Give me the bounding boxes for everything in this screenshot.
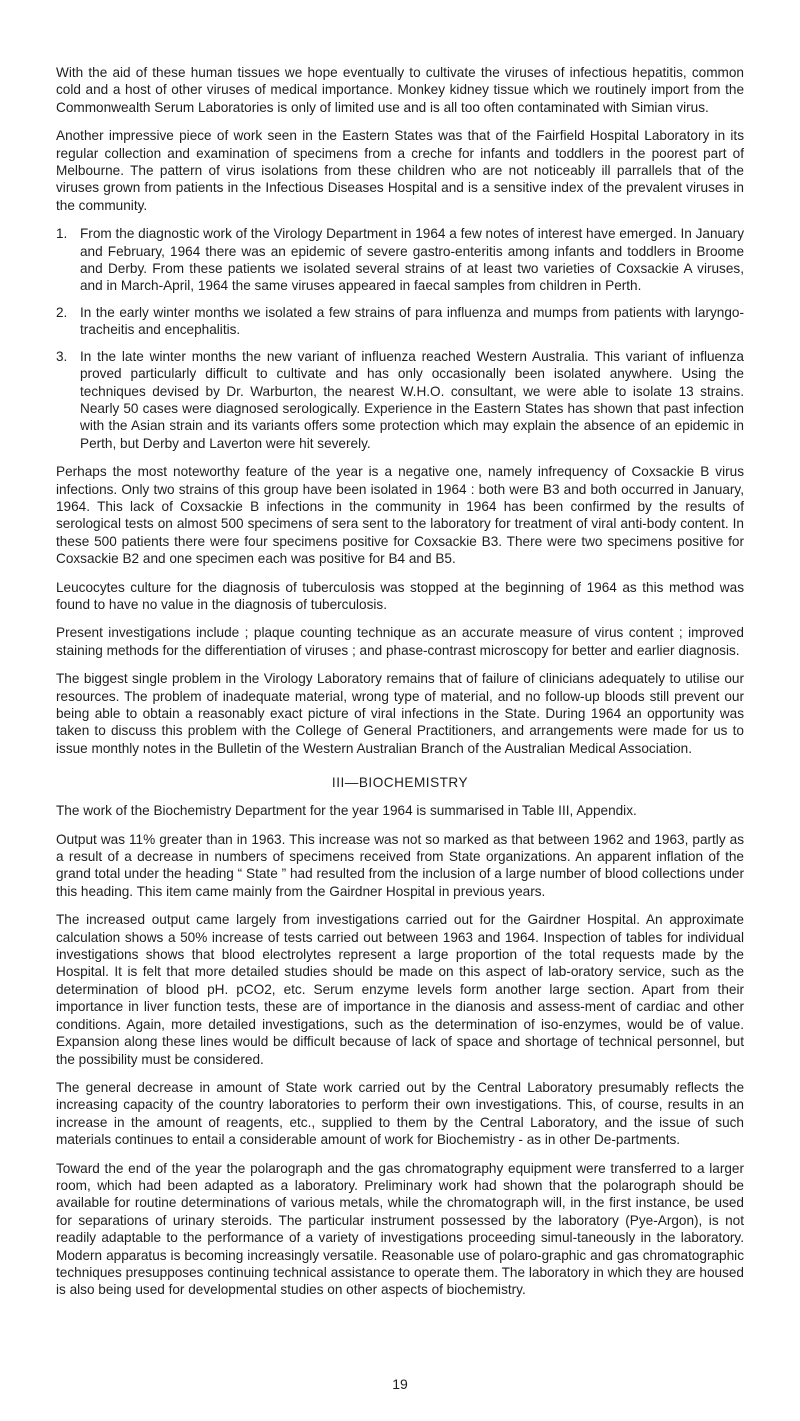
virology-notes-list [56,225,744,452]
paragraph-biochemistry-summary: The work of the Biochemistry Department for the year 1964 is summarised in Table III, Appendix. [56,803,637,819]
list-item-text: From the diagnostic work of the Virology Department in 1964 a few notes of interest have emerged. In January and February, 1964 there was an epidemic of severe gastro-enteritis among infants and toddlers in Broome and Derby. From these patients we isolated several strains of at least two varieties of Coxsackie A viruses, and in March-April, 1964 the same viruses appeared in faecal samples from children in Perth. [80,226,744,294]
paragraph-fairfield-laboratory: Another impressive piece of work seen in the Eastern States was that of the Fairfield Hospital Laboratory in its regular collection and examination of specimens from a creche for infants and toddlers in the poorest part of Melbourne. The pattern of virus isolations from these children who are not noticeably ill parrallels that of the viruses grown from patients in the Infectious Diseases Hospital and is a sensitive index of the prevalent viruses in the community. [56,128,744,213]
section-heading-biochemistry: III—BIOCHEMISTRY [331,775,469,791]
list-item-text: In the late winter months the new variant of influenza reached Western Australia. This variant of influenza proved particularly difficult to cultivate and has only occasionally been isolated anywhere. Using the techniques devised by Dr. Warburton, the nearest W.H.O. consultant, we were able to isolate 13 strains. Nearly 50 cases were diagnosed serologically. Experience in the Eastern States has shown that past infection with the Asian strain and its variants offers some protection which may explain the absence of an epidemic in Perth, but Derby and Laverton were hit severely. [80,348,744,451]
list-item-number: 2. [56,304,68,320]
list-item-number: 3. [56,348,68,364]
list-item [56,348,744,452]
paragraph-virology-problem: The biggest single problem in the Virology Laboratory remains that of failure of clinicians adequately to utilise our resources. The problem of inadequate material, wrong type of material, and no follow-up bloods still prevent our being able to obtain a reasonably exact picture of viral infections in the State. During 1964 an opportunity was taken to discuss this problem with the College of General Practitioners, and arrangements were made for us to issue monthly notes in the Bulletin of the Western Australian Branch of the Australian Medical Association. [56,671,744,756]
paragraph-output: Output was 11% greater than in 1963. This increase was not so marked as that between 1962 and 1963, partly as a result of a decrease in numbers of specimens received from State organizations. An apparent inflation of the grand total under the heading “ State ” had resulted from the inclusion of a large number of blood collections under this heading. This item came mainly from the Gairdner Hospital in previous years. [56,831,744,899]
page-number: 19 [392,1376,408,1392]
paragraph-present-investigations: Present investigations include ; plaque counting technique as an accurate measure of virus content ; improved staining methods for the differentiation of viruses ; and phase-contrast microscopy for better and earlier diagnosis. [56,625,744,658]
paragraph-polarograph: Toward the end of the year the polarograph and the gas chromatography equipment were transferred to a larger room, which had been adapted as a laboratory. Preliminary work had shown that the polarograph should be available for routine determinations of various metals, while the chromatograph will, in the first instance, be used for separations of urinary steroids. The particular instrument possessed by the laboratory (Pye-Argon), is not readily adaptable to the performance of a variety of investigations proceeding simul-taneously in the laboratory. Modern apparatus is becoming increasingly versatile. Reasonable use of polaro-graphic and gas chromatographic techniques presupposes continuing technical assistance to operate them. The laboratory in which they are housed is also being used for developmental studies on other aspects of biochemistry. [56,1160,744,1298]
paragraph-increased-output: The increased output came largely from investigations carried out for the Gairdner Hospital. An approximate calculation shows a 50% increase of tests carried out between 1963 and 1964. Inspection of tables for individual investigations shows that blood electrolytes represent a large proportion of the total requests made by the Hospital. It is felt that more detailed studies should be made on this aspect of lab-oratory service, such as the determination of blood pH. pCO2, etc. Serum enzyme levels form another large section. Apart from their importance in liver function tests, these are of importance in the dianosis and assess-ment of cardiac and other conditions. Again, more detailed investigations, such as the determination of iso-enzymes, would be of value. Expansion along these lines would be difficult because of lack of space and shortage of technical personnel, but the possibility must be considered. [56,912,744,1067]
list-item-number: 1. [56,226,68,242]
paragraph-state-work-decrease: The general decrease in amount of State work carried out by the Central Laboratory presumably reflects the increasing capacity of the country laboratories to perform their own investigations. This, of course, results in an increase in the amount of reagents, etc., supplied to them by the Central Laboratory, and the issue of such materials continues to entail a considerable amount of work for Biochemistry - as in other De-partments. [56,1079,744,1148]
paragraph-coxsackie-b: Perhaps the most noteworthy feature of the year is a negative one, namely infrequency of Coxsackie B virus infections. Only two strains of this group have been isolated in 1964 : both were B3 and both occurred in January, 1964. This lack of Coxsackie B infections in the community in 1964 has been confirmed by the results of serological tests on almost 500 specimens of sera sent to the laboratory for treatment of viral anti-body content. In these 500 patients there were four specimens positive for Coxsackie B3. There were two specimens positive for Coxsackie B2 and one specimen each was positive for B4 and B5. [56,464,744,567]
list-item-text: In the early winter months we isolated a few strains of para influenza and mumps from patients with laryngo-tracheitis and encephalitis. [80,304,744,338]
list-item [56,225,744,295]
paragraph-leucocytes-culture: Leucocytes culture for the diagnosis of tuberculosis was stopped at the beginning of 1964 as this method was found to have no value in the diagnosis of tuberculosis. [56,579,744,612]
list-item [56,304,744,339]
paragraph-human-tissues: With the aid of these human tissues we hope eventually to cultivate the viruses of infectious hepatitis, common cold and a host of other viruses of medical importance. Monkey kidney tissue which we routinely import from the Commonwealth Serum Laboratories is only of limited use and is all too often contaminated with Simian virus. [56,65,744,115]
